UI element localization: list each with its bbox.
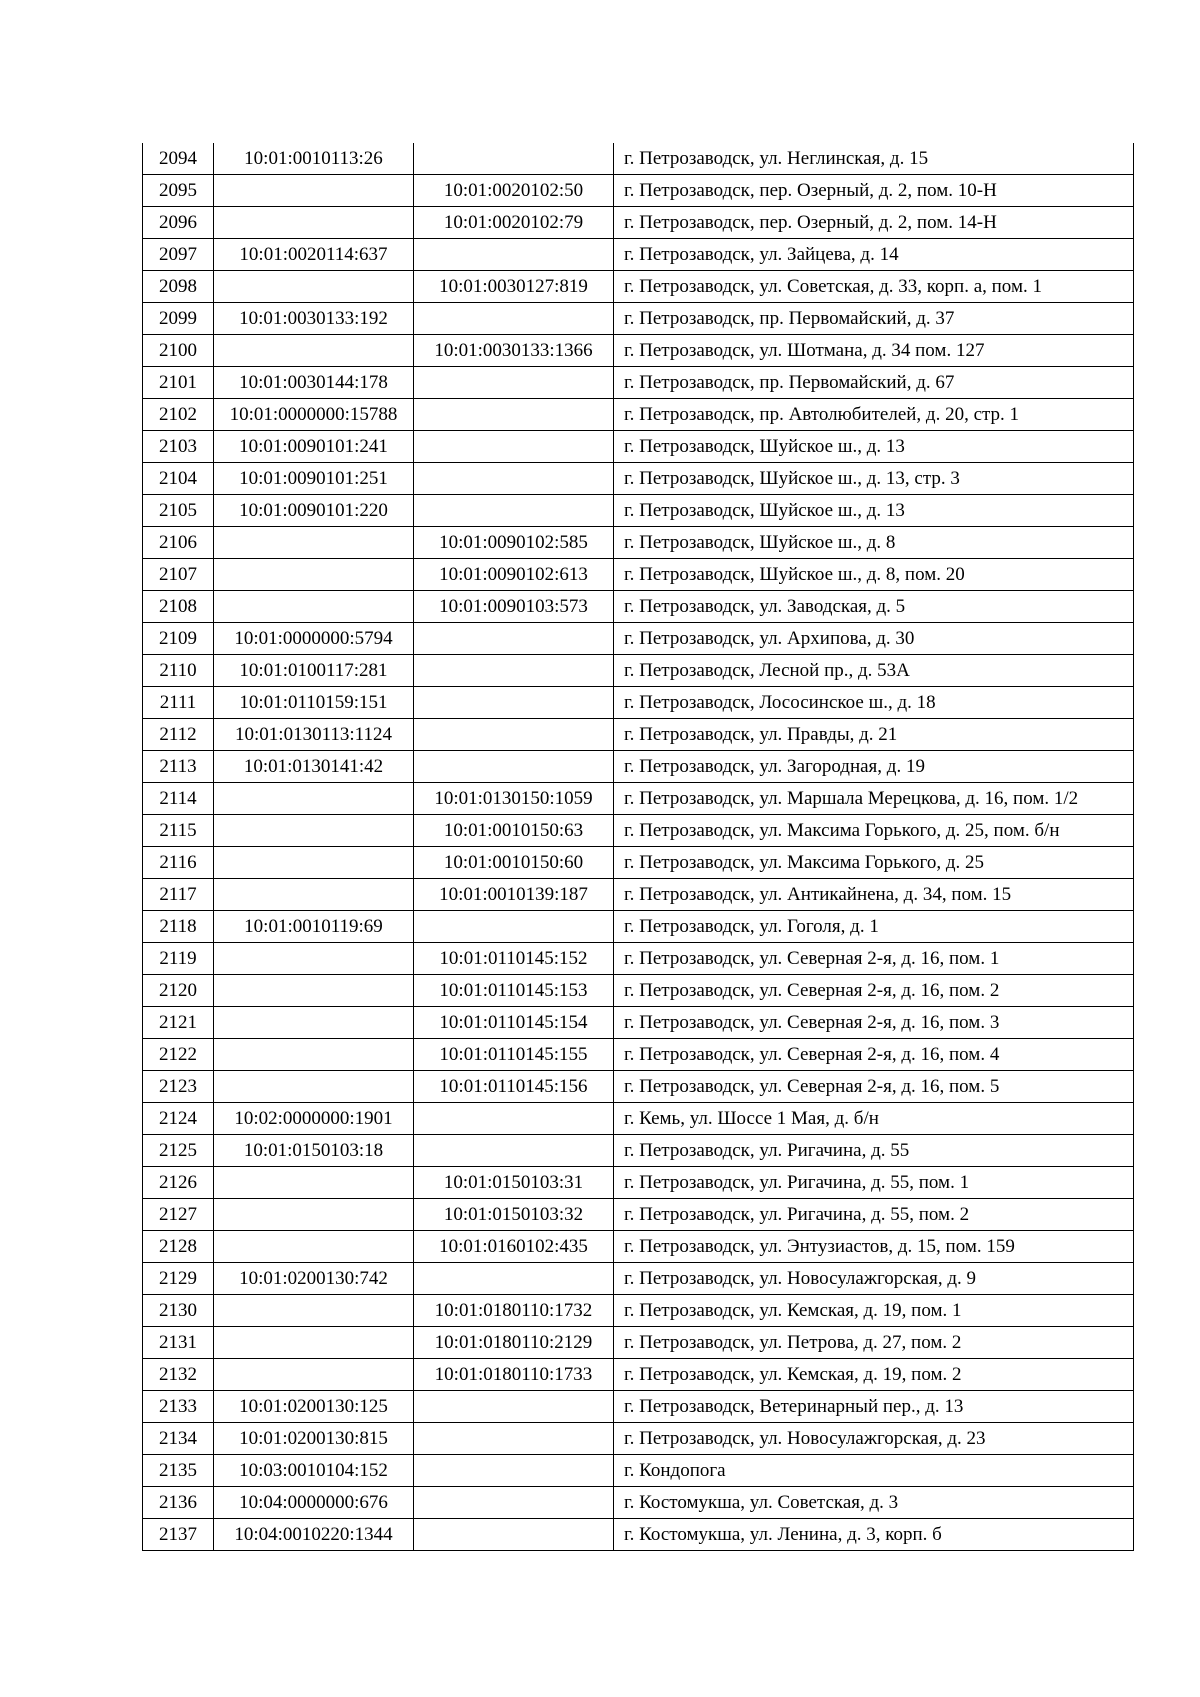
address-cell: г. Петрозаводск, ул. Петрова, д. 27, пом. 2 xyxy=(614,1327,1134,1359)
premise-cadastral-number-cell: 10:01:0150103:31 xyxy=(414,1167,614,1199)
table-row xyxy=(143,559,1134,591)
row-number-cell: 2131 xyxy=(143,1327,214,1359)
address-cell: г. Петрозаводск, ул. Северная 2-я, д. 16, пом. 5 xyxy=(614,1071,1134,1103)
building-cadastral-number-cell: 10:01:0090101:220 xyxy=(214,495,414,527)
building-cadastral-number-cell xyxy=(214,591,414,623)
row-number-cell: 2117 xyxy=(143,879,214,911)
table-row xyxy=(143,399,1134,431)
address-cell: г. Петрозаводск, Лесной пр., д. 53А xyxy=(614,655,1134,687)
table-row xyxy=(143,303,1134,335)
row-number-cell: 2118 xyxy=(143,911,214,943)
building-cadastral-number-cell: 10:01:0010119:69 xyxy=(214,911,414,943)
premise-cadastral-number-cell xyxy=(414,399,614,431)
premise-cadastral-number-cell: 10:01:0110145:153 xyxy=(414,975,614,1007)
row-number-cell: 2098 xyxy=(143,271,214,303)
table-row xyxy=(143,1135,1134,1167)
premise-cadastral-number-cell: 10:01:0180110:1732 xyxy=(414,1295,614,1327)
premise-cadastral-number-cell: 10:01:0090102:585 xyxy=(414,527,614,559)
row-number-cell: 2129 xyxy=(143,1263,214,1295)
building-cadastral-number-cell: 10:02:0000000:1901 xyxy=(214,1103,414,1135)
address-cell: г. Петрозаводск, Шуйское ш., д. 8, пом. 20 xyxy=(614,559,1134,591)
address-cell: г. Петрозаводск, ул. Энтузиастов, д. 15, пом. 159 xyxy=(614,1231,1134,1263)
address-cell: г. Петрозаводск, ул. Неглинская, д. 15 xyxy=(614,143,1134,175)
building-cadastral-number-cell xyxy=(214,1295,414,1327)
table-row xyxy=(143,1423,1134,1455)
row-number-cell: 2136 xyxy=(143,1487,214,1519)
row-number-cell: 2124 xyxy=(143,1103,214,1135)
premise-cadastral-number-cell xyxy=(414,719,614,751)
table-row xyxy=(143,527,1134,559)
premise-cadastral-number-cell: 10:01:0030133:1366 xyxy=(414,335,614,367)
row-number-cell: 2119 xyxy=(143,943,214,975)
table-row xyxy=(143,271,1134,303)
address-cell: г. Петрозаводск, ул. Заводская, д. 5 xyxy=(614,591,1134,623)
table-row xyxy=(143,1231,1134,1263)
row-number-cell: 2104 xyxy=(143,463,214,495)
building-cadastral-number-cell xyxy=(214,943,414,975)
premise-cadastral-number-cell: 10:01:0030127:819 xyxy=(414,271,614,303)
address-cell: г. Петрозаводск, ул. Правды, д. 21 xyxy=(614,719,1134,751)
address-cell: г. Петрозаводск, ул. Шотмана, д. 34 пом. 127 xyxy=(614,335,1134,367)
premise-cadastral-number-cell xyxy=(414,463,614,495)
premise-cadastral-number-cell: 10:01:0180110:2129 xyxy=(414,1327,614,1359)
table-row xyxy=(143,1455,1134,1487)
row-number-cell: 2122 xyxy=(143,1039,214,1071)
table-row xyxy=(143,943,1134,975)
building-cadastral-number-cell: 10:01:0130141:42 xyxy=(214,751,414,783)
table-row xyxy=(143,175,1134,207)
building-cadastral-number-cell xyxy=(214,1231,414,1263)
building-cadastral-number-cell: 10:01:0200130:742 xyxy=(214,1263,414,1295)
address-cell: г. Петрозаводск, ул. Новосулажгорская, д. 9 xyxy=(614,1263,1134,1295)
premise-cadastral-number-cell xyxy=(414,367,614,399)
address-cell: г. Петрозаводск, Шуйское ш., д. 13 xyxy=(614,431,1134,463)
table-row xyxy=(143,591,1134,623)
premise-cadastral-number-cell: 10:01:0010150:63 xyxy=(414,815,614,847)
building-cadastral-number-cell xyxy=(214,271,414,303)
address-cell: г. Петрозаводск, ул. Антикайнена, д. 34, пом. 15 xyxy=(614,879,1134,911)
address-cell: г. Петрозаводск, ул. Северная 2-я, д. 16, пом. 2 xyxy=(614,975,1134,1007)
row-number-cell: 2099 xyxy=(143,303,214,335)
row-number-cell: 2127 xyxy=(143,1199,214,1231)
building-cadastral-number-cell xyxy=(214,175,414,207)
premise-cadastral-number-cell xyxy=(414,431,614,463)
table-row xyxy=(143,1327,1134,1359)
row-number-cell: 2123 xyxy=(143,1071,214,1103)
table-row xyxy=(143,623,1134,655)
premise-cadastral-number-cell xyxy=(414,623,614,655)
building-cadastral-number-cell xyxy=(214,527,414,559)
address-cell: г. Петрозаводск, ул. Кемская, д. 19, пом. 1 xyxy=(614,1295,1134,1327)
table-row xyxy=(143,1295,1134,1327)
table-row xyxy=(143,1167,1134,1199)
premise-cadastral-number-cell xyxy=(414,303,614,335)
building-cadastral-number-cell: 10:01:0150103:18 xyxy=(214,1135,414,1167)
row-number-cell: 2126 xyxy=(143,1167,214,1199)
table-row xyxy=(143,1199,1134,1231)
premise-cadastral-number-cell: 10:01:0010150:60 xyxy=(414,847,614,879)
row-number-cell: 2133 xyxy=(143,1391,214,1423)
table-row xyxy=(143,719,1134,751)
premise-cadastral-number-cell xyxy=(414,1487,614,1519)
table-row xyxy=(143,1071,1134,1103)
row-number-cell: 2125 xyxy=(143,1135,214,1167)
building-cadastral-number-cell: 10:01:0030133:192 xyxy=(214,303,414,335)
address-cell: г. Петрозаводск, пр. Первомайский, д. 67 xyxy=(614,367,1134,399)
premise-cadastral-number-cell: 10:01:0110145:152 xyxy=(414,943,614,975)
building-cadastral-number-cell: 10:01:0030144:178 xyxy=(214,367,414,399)
address-cell: г. Петрозаводск, Шуйское ш., д. 13, стр. 3 xyxy=(614,463,1134,495)
row-number-cell: 2120 xyxy=(143,975,214,1007)
address-cell: г. Петрозаводск, Лососинское ш., д. 18 xyxy=(614,687,1134,719)
row-number-cell: 2121 xyxy=(143,1007,214,1039)
table-row xyxy=(143,911,1134,943)
building-cadastral-number-cell xyxy=(214,975,414,1007)
building-cadastral-number-cell xyxy=(214,335,414,367)
building-cadastral-number-cell: 10:01:0000000:15788 xyxy=(214,399,414,431)
building-cadastral-number-cell xyxy=(214,207,414,239)
row-number-cell: 2108 xyxy=(143,591,214,623)
row-number-cell: 2115 xyxy=(143,815,214,847)
address-cell: г. Петрозаводск, ул. Гоголя, д. 1 xyxy=(614,911,1134,943)
row-number-cell: 2134 xyxy=(143,1423,214,1455)
row-number-cell: 2135 xyxy=(143,1455,214,1487)
row-number-cell: 2109 xyxy=(143,623,214,655)
table-row xyxy=(143,1519,1134,1551)
address-cell: г. Петрозаводск, ул. Северная 2-я, д. 16, пом. 3 xyxy=(614,1007,1134,1039)
building-cadastral-number-cell xyxy=(214,559,414,591)
address-cell: г. Кондопога xyxy=(614,1455,1134,1487)
table-row xyxy=(143,1039,1134,1071)
building-cadastral-number-cell xyxy=(214,1039,414,1071)
address-cell: г. Петрозаводск, ул. Максима Горького, д. 25 xyxy=(614,847,1134,879)
premise-cadastral-number-cell xyxy=(414,1519,614,1551)
address-cell: г. Петрозаводск, ул. Новосулажгорская, д. 23 xyxy=(614,1423,1134,1455)
table-row xyxy=(143,495,1134,527)
property-table xyxy=(142,143,1134,1551)
table-row xyxy=(143,1359,1134,1391)
address-cell: г. Петрозаводск, пер. Озерный, д. 2, пом. 10-Н xyxy=(614,175,1134,207)
premise-cadastral-number-cell xyxy=(414,1455,614,1487)
table-row xyxy=(143,847,1134,879)
row-number-cell: 2114 xyxy=(143,783,214,815)
premise-cadastral-number-cell xyxy=(414,1423,614,1455)
building-cadastral-number-cell: 10:04:0000000:676 xyxy=(214,1487,414,1519)
address-cell: г. Кемь, ул. Шоссе 1 Мая, д. б/н xyxy=(614,1103,1134,1135)
address-cell: г. Костомукша, ул. Советская, д. 3 xyxy=(614,1487,1134,1519)
premise-cadastral-number-cell: 10:01:0130150:1059 xyxy=(414,783,614,815)
premise-cadastral-number-cell xyxy=(414,911,614,943)
building-cadastral-number-cell: 10:03:0010104:152 xyxy=(214,1455,414,1487)
building-cadastral-number-cell xyxy=(214,879,414,911)
table-row xyxy=(143,207,1134,239)
row-number-cell: 2132 xyxy=(143,1359,214,1391)
address-cell: г. Петрозаводск, ул. Кемская, д. 19, пом. 2 xyxy=(614,1359,1134,1391)
premise-cadastral-number-cell xyxy=(414,239,614,271)
row-number-cell: 2101 xyxy=(143,367,214,399)
row-number-cell: 2094 xyxy=(143,143,214,175)
row-number-cell: 2113 xyxy=(143,751,214,783)
premise-cadastral-number-cell: 10:01:0090102:613 xyxy=(414,559,614,591)
premise-cadastral-number-cell: 10:01:0020102:50 xyxy=(414,175,614,207)
building-cadastral-number-cell xyxy=(214,1167,414,1199)
premise-cadastral-number-cell: 10:01:0090103:573 xyxy=(414,591,614,623)
premise-cadastral-number-cell: 10:01:0110145:156 xyxy=(414,1071,614,1103)
row-number-cell: 2096 xyxy=(143,207,214,239)
table-row xyxy=(143,1007,1134,1039)
address-cell: г. Петрозаводск, ул. Зайцева, д. 14 xyxy=(614,239,1134,271)
row-number-cell: 2106 xyxy=(143,527,214,559)
table-row xyxy=(143,1103,1134,1135)
row-number-cell: 2111 xyxy=(143,687,214,719)
building-cadastral-number-cell xyxy=(214,1071,414,1103)
table-row xyxy=(143,431,1134,463)
premise-cadastral-number-cell: 10:01:0150103:32 xyxy=(414,1199,614,1231)
premise-cadastral-number-cell: 10:01:0110145:154 xyxy=(414,1007,614,1039)
address-cell: г. Петрозаводск, ул. Ригачина, д. 55, пом. 1 xyxy=(614,1167,1134,1199)
table-row xyxy=(143,367,1134,399)
address-cell: г. Петрозаводск, ул. Архипова, д. 30 xyxy=(614,623,1134,655)
table-row xyxy=(143,463,1134,495)
premise-cadastral-number-cell: 10:01:0110145:155 xyxy=(414,1039,614,1071)
building-cadastral-number-cell: 10:04:0010220:1344 xyxy=(214,1519,414,1551)
row-number-cell: 2107 xyxy=(143,559,214,591)
table-row xyxy=(143,1263,1134,1295)
premise-cadastral-number-cell xyxy=(414,1391,614,1423)
premise-cadastral-number-cell: 10:01:0180110:1733 xyxy=(414,1359,614,1391)
address-cell: г. Костомукша, ул. Ленина, д. 3, корп. б xyxy=(614,1519,1134,1551)
address-cell: г. Петрозаводск, ул. Ригачина, д. 55, пом. 2 xyxy=(614,1199,1134,1231)
row-number-cell: 2112 xyxy=(143,719,214,751)
premise-cadastral-number-cell xyxy=(414,1263,614,1295)
address-cell: г. Петрозаводск, Шуйское ш., д. 8 xyxy=(614,527,1134,559)
table-row xyxy=(143,751,1134,783)
premise-cadastral-number-cell xyxy=(414,655,614,687)
row-number-cell: 2110 xyxy=(143,655,214,687)
building-cadastral-number-cell xyxy=(214,1327,414,1359)
building-cadastral-number-cell xyxy=(214,1359,414,1391)
row-number-cell: 2100 xyxy=(143,335,214,367)
premise-cadastral-number-cell: 10:01:0160102:435 xyxy=(414,1231,614,1263)
table-body xyxy=(143,143,1134,1551)
premise-cadastral-number-cell xyxy=(414,1135,614,1167)
row-number-cell: 2128 xyxy=(143,1231,214,1263)
building-cadastral-number-cell: 10:01:0000000:5794 xyxy=(214,623,414,655)
table-row xyxy=(143,975,1134,1007)
table-row xyxy=(143,655,1134,687)
address-cell: г. Петрозаводск, Шуйское ш., д. 13 xyxy=(614,495,1134,527)
table-row xyxy=(143,239,1134,271)
premise-cadastral-number-cell: 10:01:0010139:187 xyxy=(414,879,614,911)
premise-cadastral-number-cell xyxy=(414,687,614,719)
row-number-cell: 2116 xyxy=(143,847,214,879)
address-cell: г. Петрозаводск, пр. Автолюбителей, д. 20, стр. 1 xyxy=(614,399,1134,431)
address-cell: г. Петрозаводск, ул. Северная 2-я, д. 16, пом. 4 xyxy=(614,1039,1134,1071)
row-number-cell: 2137 xyxy=(143,1519,214,1551)
address-cell: г. Петрозаводск, ул. Ригачина, д. 55 xyxy=(614,1135,1134,1167)
row-number-cell: 2102 xyxy=(143,399,214,431)
building-cadastral-number-cell: 10:01:0090101:251 xyxy=(214,463,414,495)
table-row xyxy=(143,1391,1134,1423)
building-cadastral-number-cell: 10:01:0020114:637 xyxy=(214,239,414,271)
building-cadastral-number-cell xyxy=(214,1199,414,1231)
address-cell: г. Петрозаводск, пр. Первомайский, д. 37 xyxy=(614,303,1134,335)
building-cadastral-number-cell xyxy=(214,847,414,879)
table-row xyxy=(143,687,1134,719)
building-cadastral-number-cell xyxy=(214,1007,414,1039)
table-row xyxy=(143,1487,1134,1519)
premise-cadastral-number-cell xyxy=(414,751,614,783)
table-row xyxy=(143,335,1134,367)
table-row xyxy=(143,143,1134,175)
table-row xyxy=(143,815,1134,847)
row-number-cell: 2095 xyxy=(143,175,214,207)
building-cadastral-number-cell xyxy=(214,783,414,815)
building-cadastral-number-cell: 10:01:0130113:1124 xyxy=(214,719,414,751)
address-cell: г. Петрозаводск, ул. Загородная, д. 19 xyxy=(614,751,1134,783)
building-cadastral-number-cell: 10:01:0090101:241 xyxy=(214,431,414,463)
premise-cadastral-number-cell xyxy=(414,143,614,175)
row-number-cell: 2105 xyxy=(143,495,214,527)
row-number-cell: 2103 xyxy=(143,431,214,463)
row-number-cell: 2097 xyxy=(143,239,214,271)
table-row xyxy=(143,879,1134,911)
building-cadastral-number-cell xyxy=(214,815,414,847)
building-cadastral-number-cell: 10:01:0100117:281 xyxy=(214,655,414,687)
building-cadastral-number-cell: 10:01:0110159:151 xyxy=(214,687,414,719)
address-cell: г. Петрозаводск, ул. Маршала Мерецкова, д. 16, пом. 1/2 xyxy=(614,783,1134,815)
address-cell: г. Петрозаводск, Ветеринарный пер., д. 13 xyxy=(614,1391,1134,1423)
address-cell: г. Петрозаводск, пер. Озерный, д. 2, пом. 14-Н xyxy=(614,207,1134,239)
building-cadastral-number-cell: 10:01:0200130:815 xyxy=(214,1423,414,1455)
premise-cadastral-number-cell: 10:01:0020102:79 xyxy=(414,207,614,239)
table-row xyxy=(143,783,1134,815)
building-cadastral-number-cell: 10:01:0200130:125 xyxy=(214,1391,414,1423)
address-cell: г. Петрозаводск, ул. Максима Горького, д. 25, пом. б/н xyxy=(614,815,1134,847)
address-cell: г. Петрозаводск, ул. Северная 2-я, д. 16, пом. 1 xyxy=(614,943,1134,975)
premise-cadastral-number-cell xyxy=(414,1103,614,1135)
document-page xyxy=(142,143,1133,1551)
premise-cadastral-number-cell xyxy=(414,495,614,527)
row-number-cell: 2130 xyxy=(143,1295,214,1327)
address-cell: г. Петрозаводск, ул. Советская, д. 33, корп. а, пом. 1 xyxy=(614,271,1134,303)
building-cadastral-number-cell: 10:01:0010113:26 xyxy=(214,143,414,175)
